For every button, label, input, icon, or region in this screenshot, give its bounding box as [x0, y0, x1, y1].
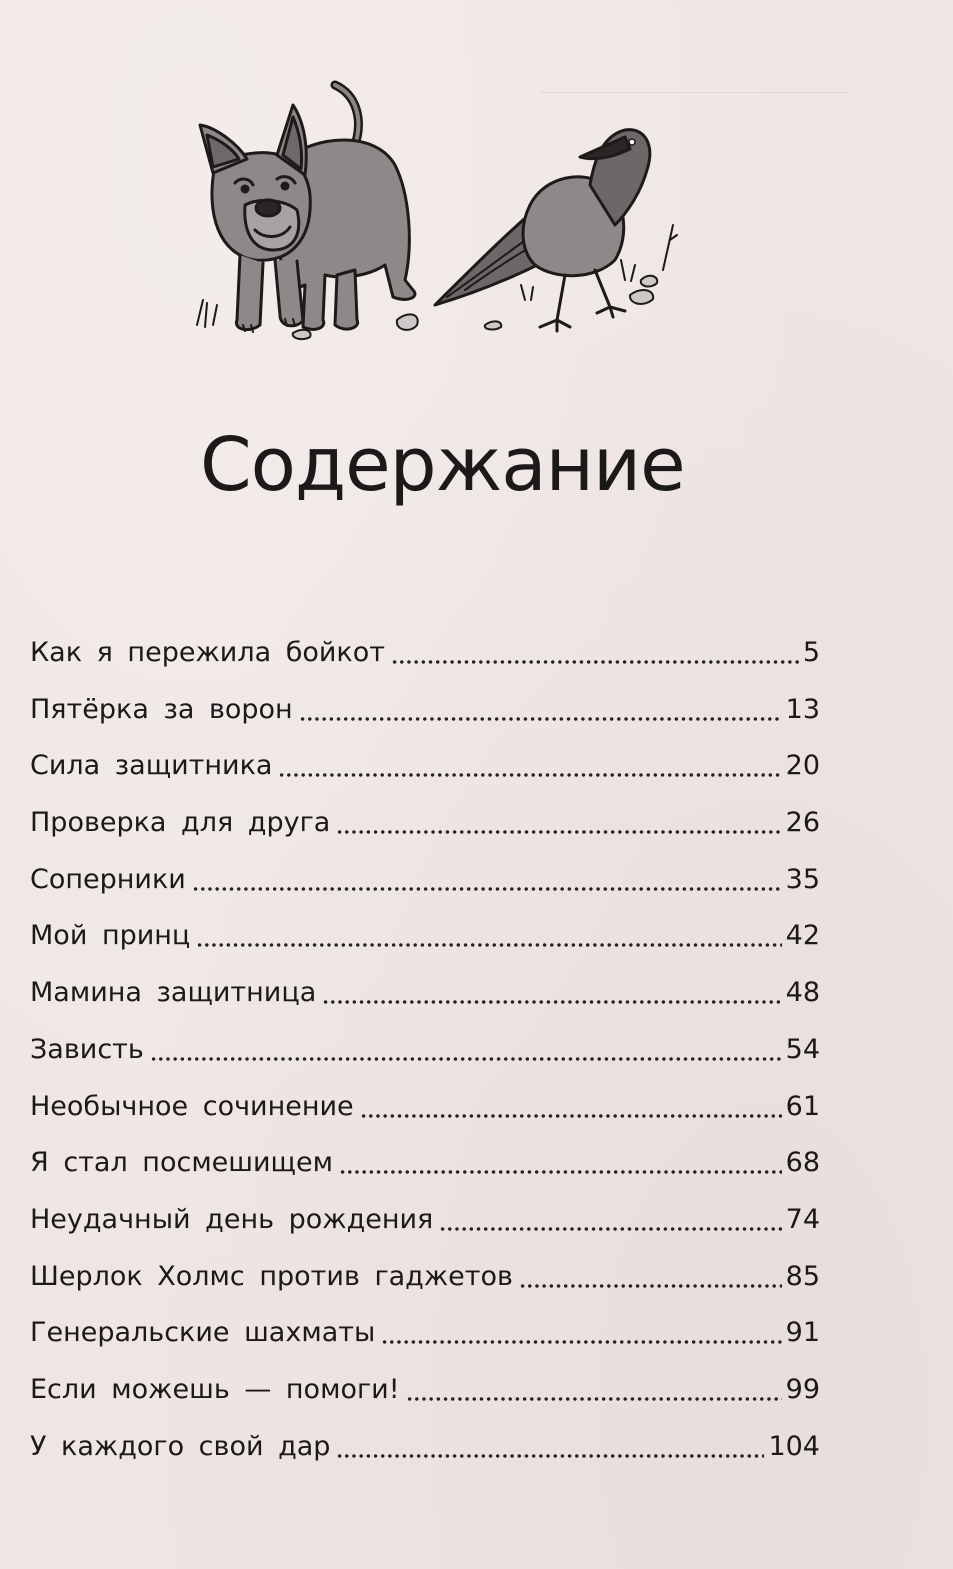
toc-entry [30, 965, 820, 1022]
toc-entry-title: Шерлок Холмс против гаджетов [30, 1260, 513, 1292]
toc-entry-page-number: 35 [785, 863, 820, 895]
toc-entry [30, 1305, 820, 1362]
toc-entry [30, 1419, 820, 1476]
toc-entry [30, 1079, 820, 1136]
toc-entry-page-number: 85 [785, 1260, 820, 1292]
crow-drawing [435, 130, 677, 331]
toc-entry [30, 1192, 820, 1249]
dot-leader [150, 1035, 782, 1062]
dot-leader [322, 978, 781, 1005]
toc-entry [30, 738, 820, 795]
toc-entry-page-number: 61 [785, 1090, 820, 1122]
toc-entry [30, 1022, 820, 1079]
dot-leader [439, 1205, 781, 1232]
toc-entry-page-number: 91 [785, 1317, 820, 1349]
toc-entry [30, 682, 820, 739]
toc-entry [30, 908, 820, 965]
toc-entry-page-number: 42 [785, 920, 820, 952]
bulldog-drawing [197, 85, 418, 339]
toc-entry-title: Генеральские шахматы [30, 1317, 376, 1349]
dot-leader [336, 1432, 764, 1459]
toc-entry-page-number: 54 [785, 1033, 820, 1065]
dot-leader [391, 638, 799, 665]
toc-entry-page-number: 99 [785, 1373, 820, 1405]
toc-entry-title: У каждого свой дар [30, 1430, 331, 1462]
dot-leader [360, 1092, 782, 1119]
toc-entry-page-number: 104 [768, 1430, 820, 1462]
toc-entry [30, 852, 820, 909]
toc-entry [30, 1249, 820, 1306]
toc-entry-title: Пятёрка за ворон [30, 693, 293, 725]
toc-entry-page-number: 20 [785, 750, 820, 782]
toc-entry-page-number: 26 [785, 807, 820, 839]
page-title: Содержание [200, 422, 685, 508]
toc-entry-title: Мой принц [30, 920, 191, 952]
toc-entry-title: Как я пережила бойкот [30, 637, 385, 668]
toc-entry-title: Зависть [30, 1033, 144, 1065]
toc-entry-title: Я стал посмешищем [30, 1147, 333, 1179]
dot-leader [519, 1262, 782, 1289]
dot-leader [192, 865, 782, 892]
dot-leader [299, 695, 782, 722]
toc-entry [30, 1135, 820, 1192]
toc-entry-page-number: 5 [802, 637, 820, 668]
toc-entry-page-number: 13 [785, 693, 820, 725]
toc-entry-title: Сила защитника [30, 750, 273, 782]
table-of-contents [30, 625, 820, 1475]
toc-entry-title: Соперники [30, 863, 186, 895]
dot-leader [381, 1318, 781, 1345]
toc-entry [30, 1362, 820, 1419]
dot-leader [336, 808, 781, 835]
toc-entry-page-number: 74 [785, 1203, 820, 1235]
dot-leader [339, 1148, 782, 1175]
toc-entry-title: Мамина защитница [30, 977, 317, 1009]
toc-entry-title: Если можешь — помоги! [30, 1373, 400, 1405]
dot-leader [196, 921, 781, 948]
toc-entry [30, 625, 820, 682]
dog-and-crow-illustration [185, 75, 685, 350]
toc-entry-title: Неудачный день рождения [30, 1203, 434, 1235]
toc-entry-title: Необычное сочинение [30, 1090, 354, 1122]
dot-leader [278, 751, 781, 778]
toc-entry [30, 795, 820, 852]
toc-entry-title: Проверка для друга [30, 807, 331, 839]
dot-leader [406, 1375, 782, 1402]
toc-entry-page-number: 48 [785, 977, 820, 1009]
toc-entry-page-number: 68 [785, 1147, 820, 1179]
